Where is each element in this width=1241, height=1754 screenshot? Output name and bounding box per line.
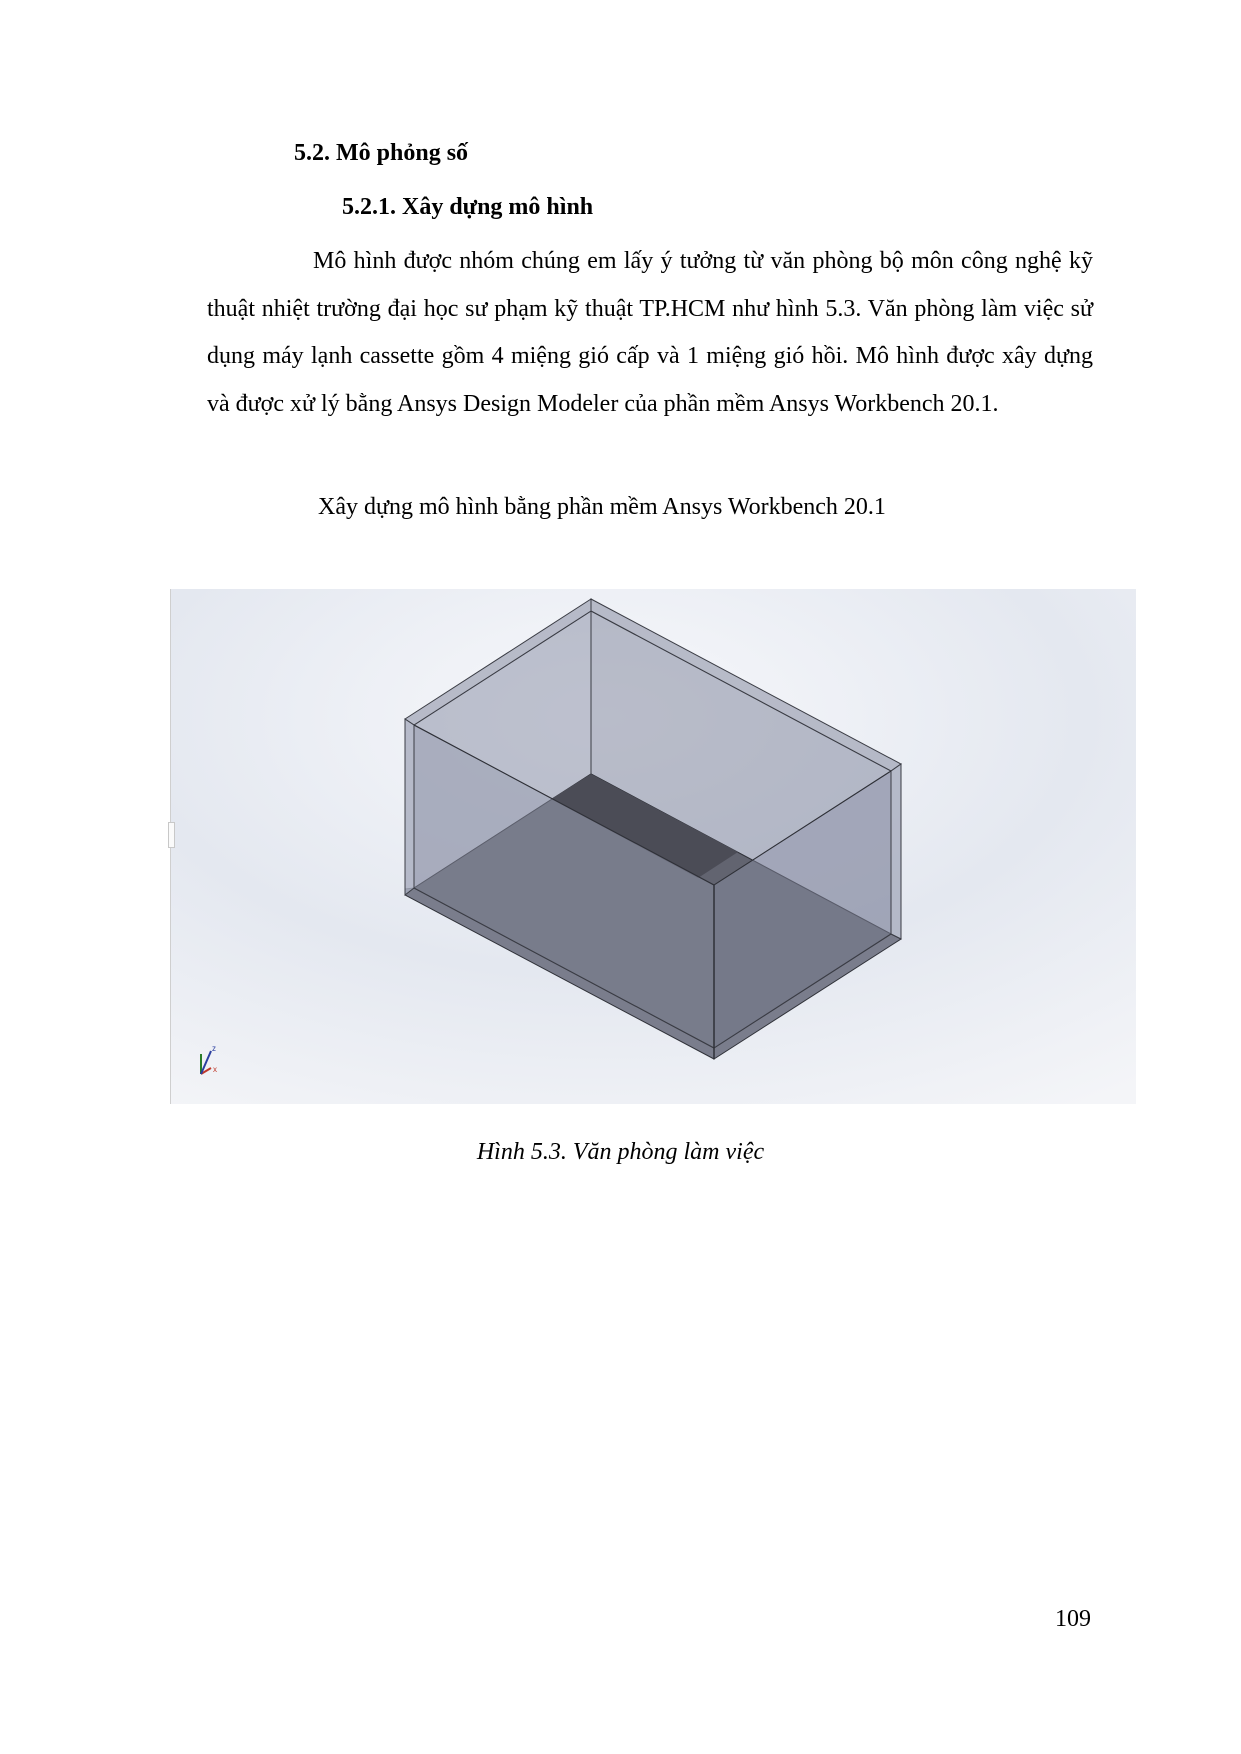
axis-z-label: z xyxy=(212,1044,216,1053)
outer-right-edge xyxy=(891,764,901,939)
section-heading: 5.2. Mô phỏng số xyxy=(294,140,469,166)
subsection-heading: 5.2.1. Xây dựng mô hình xyxy=(342,194,594,220)
body-paragraph xyxy=(207,238,1093,428)
outer-left-edge xyxy=(405,719,414,895)
paragraph-text: Mô hình được nhóm chúng em lấy ý tưởng từ văn phòng bộ môn công nghệ kỹ thuật nhiệt trường đại học sư phạm kỹ thuật TP.HCM như hình 5.3. Văn phòng làm việc sử dụng máy lạnh cassette gồm 4 miệng gió cấp và 1 miệng gió hồi. Mô hình được xây dựng và được xử lý bằng Ansys Design Modeler của phần mềm Ansys Workbench 20.1. xyxy=(207,248,1093,417)
room-model-render xyxy=(171,589,1136,1104)
model-figure xyxy=(170,589,1136,1104)
figure-subtitle: Xây dựng mô hình bằng phần mềm Ansys Workbench 20.1 xyxy=(318,494,886,520)
resize-handle[interactable] xyxy=(168,822,175,848)
figure-caption: Hình 5.3. Văn phòng làm việc xyxy=(476,1139,765,1165)
page-number: 109 xyxy=(1055,1606,1091,1632)
axis-x-label: x xyxy=(213,1065,217,1074)
